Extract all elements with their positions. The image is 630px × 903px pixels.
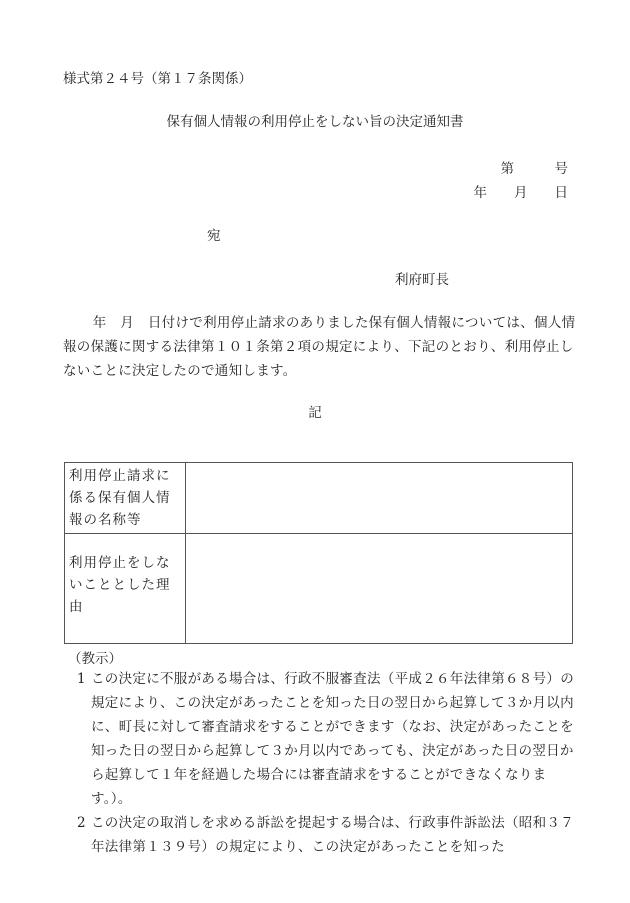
table-label-info-name: 利用停止請求に係る保有個人情報の名称等: [65, 463, 186, 534]
notes-heading: （教示）: [68, 651, 122, 667]
table-value-reason: [186, 534, 573, 644]
table-row: [65, 534, 573, 644]
note-number: 2: [77, 815, 86, 831]
notes-list: [62, 667, 578, 859]
list-item: [62, 811, 578, 859]
body-paragraph: 年 月 日付けで利用停止請求のありました保有個人情報については、個人情報の保護に関する法律第１０１条第２項の規定により、下記のとおり、利用停止しないことに決定したので通知します。: [63, 315, 576, 379]
table-value-info-name: [186, 463, 573, 534]
document-date-line: 年 月 日: [473, 185, 568, 201]
document-number-line: 第 号: [500, 161, 568, 177]
info-table: [64, 462, 573, 644]
note-number: 1: [77, 671, 86, 687]
list-item: [62, 667, 578, 811]
ki-heading: 記: [308, 405, 322, 421]
form-number: 様式第２４号（第１７条関係）: [63, 71, 252, 87]
sender: 利府町長: [395, 272, 449, 288]
note-text: この決定の取消しを求める訴訟を提起する場合は、行政事件訴訟法（昭和３７年法律第１３９号）の規定により、この決定があったことを知った: [91, 815, 574, 855]
addressee: 宛: [207, 228, 221, 244]
table-row: [65, 463, 573, 534]
note-text: この決定に不服がある場合は、行政不服審査法（平成２６年法律第６８号）の規定により、この決定があったことを知った日の翌日から起算して３か月以内に、町長に対して審査請求をすることができます（なお、決定があったことを知った日の翌日から起算して３か月以内であっても、決定があった日の翌日から起算して１年を経過した場合には審査請求をすることができなくなります。）。: [91, 671, 574, 807]
document-title: 保有個人情報の利用停止をしない旨の決定通知書: [166, 114, 464, 130]
table-label-reason: 利用停止をしないこととした理由: [65, 534, 186, 644]
